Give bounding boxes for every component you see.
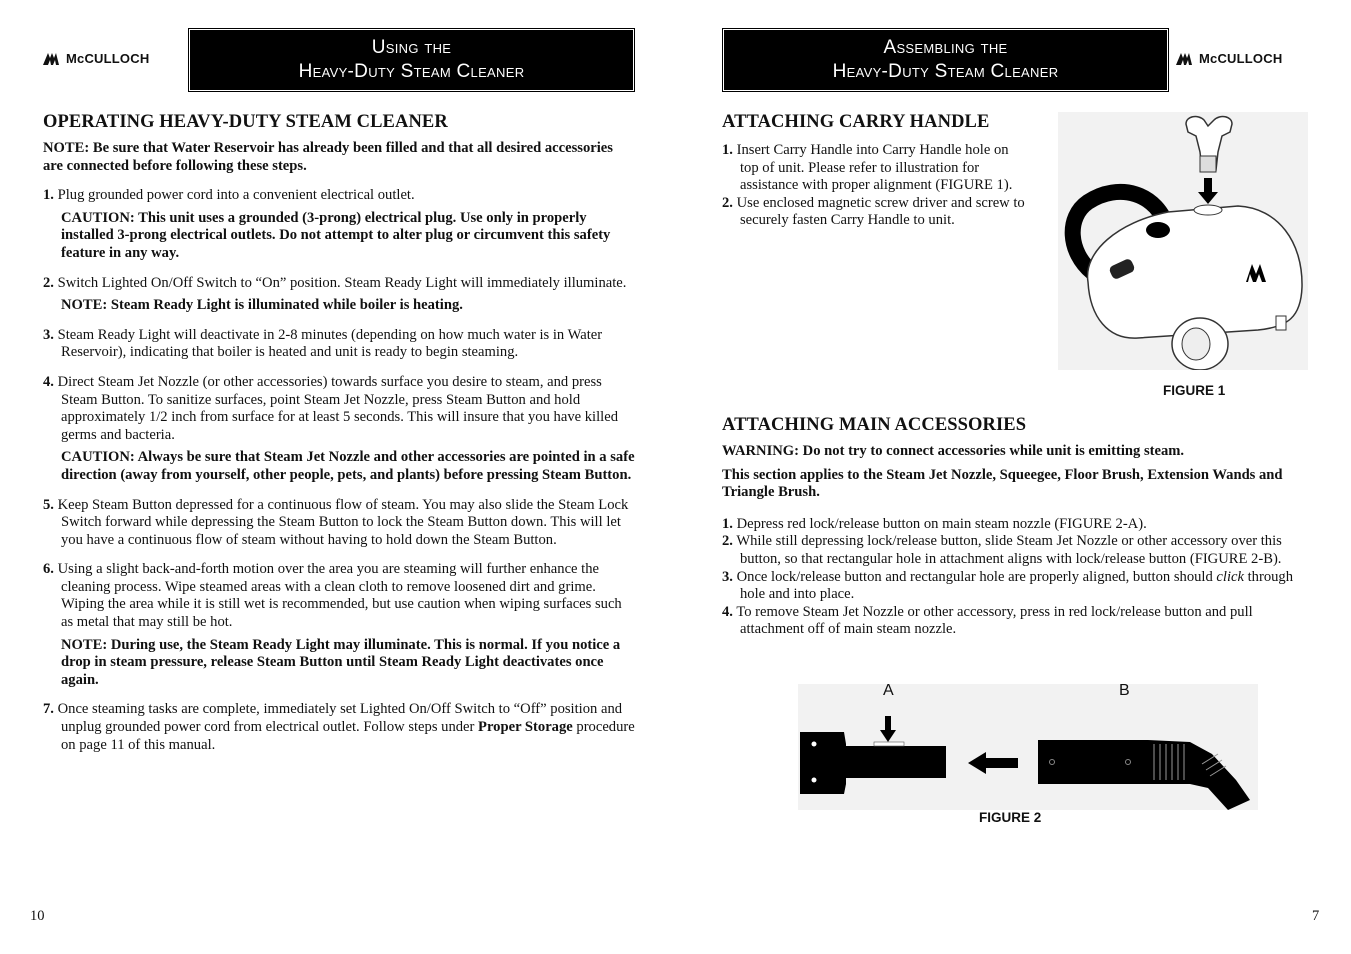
step-text: While still depressing lock/release button, slide Steam Jet Nozzle or other accessory over this button, so that rectangular hole in attachment aligns with lock/release button (FIGURE 2-B). — [736, 533, 1282, 567]
figure-2-caption: FIGURE 2 — [979, 810, 1042, 825]
step-5 — [43, 497, 635, 550]
mcculloch-logo — [1176, 51, 1282, 66]
figure-1-steam-cleaner-illustration — [1058, 112, 1308, 370]
note-steam-pressure: NOTE: During use, the Steam Ready Light may illuminate. This is normal. If you notice a drop in steam pressure, release Steam Button until Steam Ready Light deactivates once again. — [61, 636, 621, 688]
step-text-end: procedure on page 11 of this manual. — [61, 719, 635, 753]
step-text: Plug grounded power cord into a convenient electrical outlet. — [57, 187, 415, 204]
page-number-left: 10 — [30, 908, 45, 924]
header-line-2: Heavy-Duty Steam Cleaner — [832, 61, 1059, 82]
main-accessories-title: ATTACHING MAIN ACCESSORIES — [722, 415, 1027, 435]
step-number: 2. — [722, 533, 733, 550]
step-text-end: through hole and into place. — [740, 568, 1294, 603]
step-text: Use enclosed magnetic screw driver and screw to securely fasten Carry Handle to unit. — [736, 194, 1025, 229]
step-number: 1. — [722, 142, 733, 158]
header-line-1: Assembling the — [883, 37, 1008, 58]
step-4 — [43, 374, 635, 444]
accessories-warning: WARNING: Do not try to connect accessories while unit is emitting steam. — [722, 443, 1185, 459]
step-text: Switch Lighted On/Off Switch to “On” position. Steam Ready Light will immediately illuminate. — [57, 274, 627, 291]
left-page-header — [190, 30, 633, 90]
figure-2-nozzle-illustration — [798, 684, 1258, 810]
step-text: To remove Steam Jet Nozzle or other accessory, press in red lock/release button and pull attachment off of main steam nozzle. — [736, 603, 1253, 638]
step-text: Once lock/release button and rectangular hole are properly aligned, button should — [736, 568, 1217, 585]
note-steam-ready-light: NOTE: Steam Ready Light is illuminated while boiler is heating. — [61, 297, 463, 314]
right-page-header — [724, 30, 1167, 90]
step-text: Direct Steam Jet Nozzle (or other accessories) towards surface you desire to steam, and press Steam Button. To sanitize surfaces, point Steam Jet Nozzle, press Steam Button and hold approximately 1/2 inch from surface for at least 5 seconds. This will insure that you have killed germs and bacteria. — [57, 373, 618, 443]
step-number: 4. — [722, 603, 733, 620]
step-2 — [43, 275, 635, 293]
header-line-2: Heavy-Duty Steam Cleaner — [298, 61, 525, 82]
step-text: Steam Ready Light will deactivate in 2-8 minutes (depending on how much water is in Water Reservoir), indicating that boiler is heated and unit is ready to begin steaming. — [57, 326, 603, 361]
page-number-right: 7 — [1312, 908, 1320, 924]
carry-handle-title: ATTACHING CARRY HANDLE — [722, 112, 990, 132]
mcculloch-mark-icon — [43, 53, 63, 65]
caution-safe-direction: CAUTION: Always be sure that Steam Jet Nozzle and other accessories are pointed in a safe direction (away from yourself, other people, pets, and plants) before pressing Steam Button. — [61, 449, 635, 483]
step-1 — [43, 187, 635, 205]
step-number: 2. — [722, 194, 733, 211]
figure-2-label-b: B — [1119, 682, 1130, 699]
mcculloch-logo — [43, 51, 149, 66]
step-number: 3. — [43, 326, 54, 343]
operating-section-title: OPERATING HEAVY-DUTY STEAM CLEANER — [43, 112, 448, 132]
brand-name: McCULLOCH — [66, 51, 150, 66]
step-7 — [43, 701, 635, 754]
step-number: 5. — [43, 496, 54, 513]
carry-handle-steps — [722, 142, 1027, 230]
carry-step-2 — [722, 195, 1027, 230]
step-number: 7. — [43, 701, 54, 718]
step-number: 6. — [43, 561, 54, 578]
step-number: 1. — [43, 187, 54, 204]
caution-grounded-plug: CAUTION: This unit uses a grounded (3-prong) electrical plug. Use only in properly installed 3-prong electrical outlets. Do not attempt to alter plug or circumvent this safety feature in any way. — [61, 209, 611, 261]
mcculloch-mark-icon — [1176, 53, 1196, 65]
brand-name: McCULLOCH — [1199, 51, 1283, 66]
intro-note: NOTE: Be sure that Water Reservoir has already been filled and that all desired accessories are connected before following these steps. — [43, 140, 613, 174]
click-word: click — [1216, 568, 1244, 585]
main-accessories-instructions — [722, 443, 1307, 639]
step-text: Once steaming tasks are complete, immediately set Lighted On/Off Switch to “Off” position and unplug grounded power cord from electrical outlet. Follow steps under — [57, 701, 623, 736]
step-text: Using a slight back-and-forth motion over the area you are steaming will further enhance the cleaning process. Wipe steamed areas with a clean cloth to remove loosened dirt and grime. Wiping the area while it is still wet is recommended, but use caution when wiping surfaces such as metal that may still be hot. — [57, 561, 622, 631]
step-text: Keep Steam Button depressed for a continuous flow of steam. You may also slide the Steam Lock Switch forward while depressing the Steam Button to lock the Steam Button down. This will let you have a continuous flow of steam without having to hold down the Steam Button. — [57, 496, 629, 548]
accessory-step-2 — [722, 533, 1307, 568]
accessory-step-4 — [722, 604, 1307, 639]
carry-step-1 — [722, 142, 1027, 195]
step-3 — [43, 327, 635, 362]
step-number: 2. — [43, 274, 54, 291]
step-text: Insert Carry Handle into Carry Handle hole on top of unit. Please refer to illustration for assistance with proper alignment (FIGURE 1). — [736, 142, 1013, 194]
accessory-step-1 — [722, 516, 1307, 534]
accessories-applies-note: This section applies to the Steam Jet Nozzle, Squeegee, Floor Brush, Extension Wands and Triangle Brush. — [722, 466, 1283, 501]
figure-1-caption: FIGURE 1 — [1163, 383, 1226, 398]
operating-instructions — [43, 140, 635, 754]
header-line-1: Using the — [371, 37, 452, 58]
step-number: 4. — [43, 373, 54, 390]
step-text: Depress red lock/release button on main steam nozzle (FIGURE 2-A). — [736, 515, 1147, 532]
step-6 — [43, 561, 635, 631]
accessory-step-3 — [722, 569, 1307, 604]
figure-2-label-a: A — [883, 682, 894, 699]
step-number: 1. — [722, 515, 733, 532]
proper-storage-reference: Proper Storage — [478, 719, 573, 736]
step-number: 3. — [722, 568, 733, 585]
